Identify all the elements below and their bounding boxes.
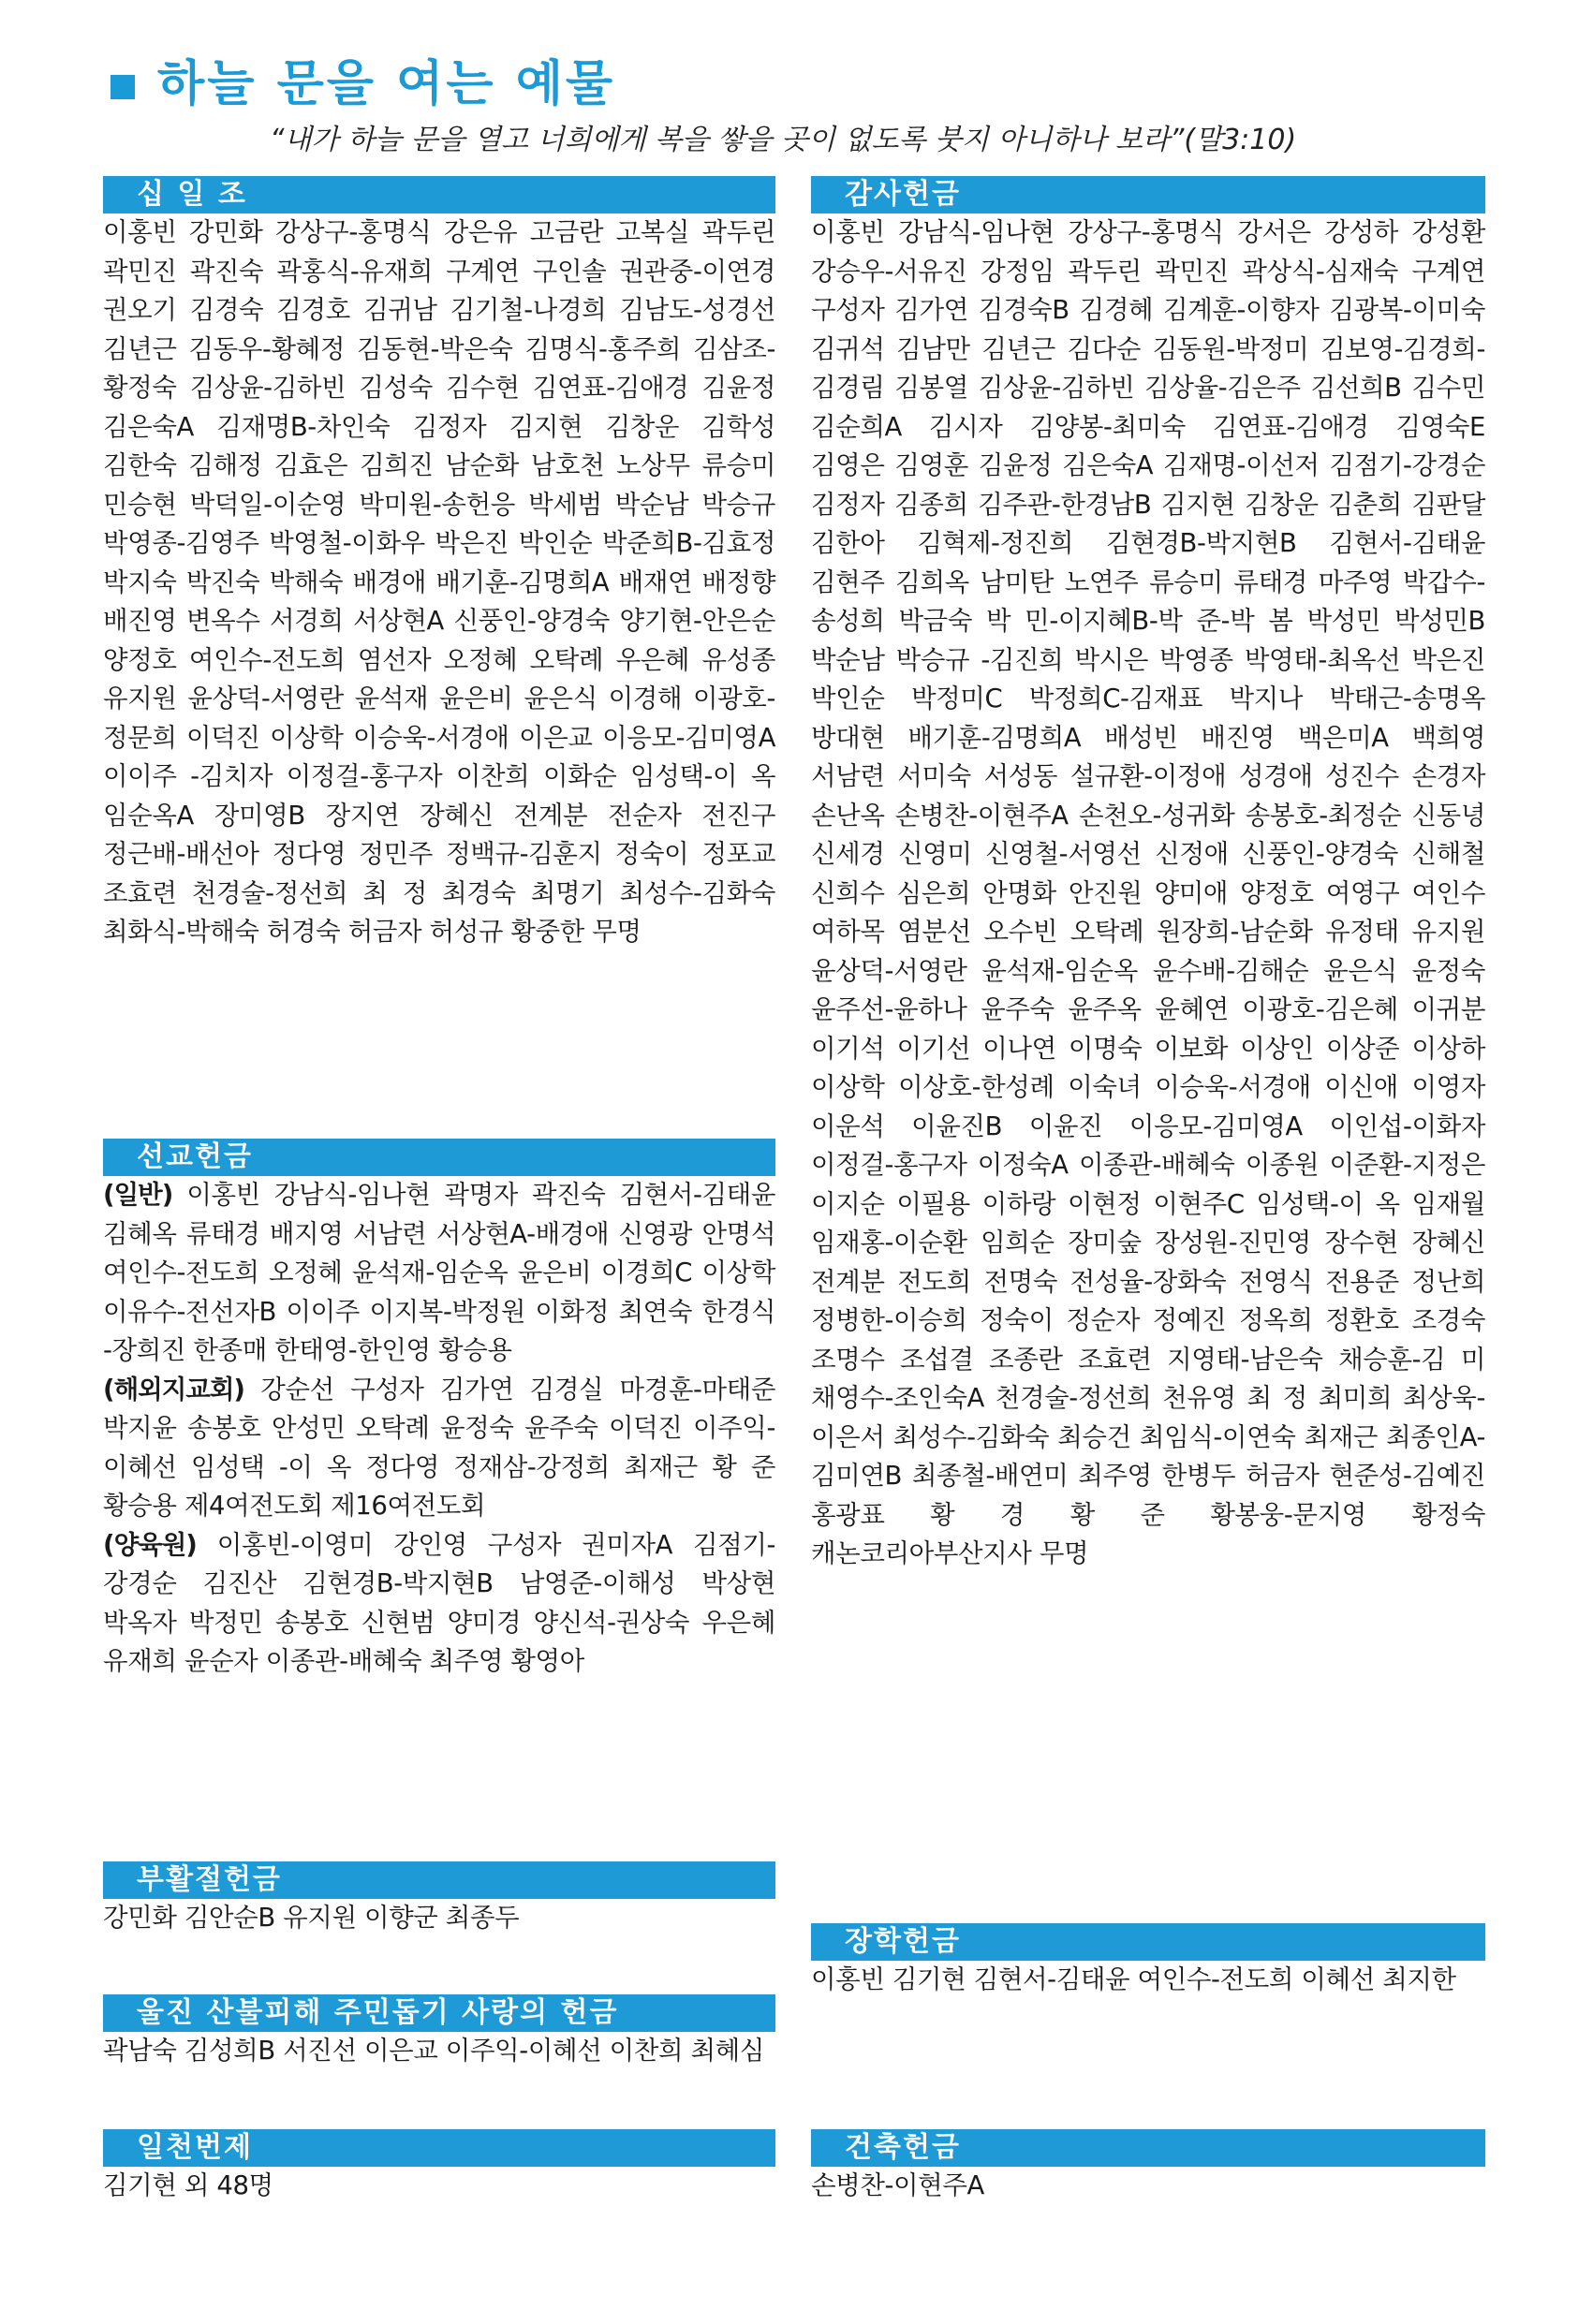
section-body: 김기현 외 48명	[103, 2170, 273, 2200]
section-title: 감사헌금	[845, 178, 961, 211]
section-scholarship	[811, 1923, 1485, 2000]
category-tag: (일반)	[103, 1180, 173, 1210]
mission-paragraph-general	[103, 1176, 775, 1371]
section-title: 부활절헌금	[137, 1863, 282, 1896]
section-header-scholarship	[811, 1923, 1485, 1961]
section-header-thanks	[811, 176, 1485, 213]
section-thanks	[811, 176, 1485, 1574]
page-title: 하늘 문을 여는 예물	[157, 56, 616, 112]
donor-names: 강순선 구성자 김가연 김경실 마경훈-마태준 박지윤 송봉호 안성민 오탁례 윤정숙 윤주숙 이덕진 이주익-이혜선 임성택 -이 옥 정다영 정재삼-강정희 최재근 황 준 황승용 제4여전도회 제16여전도회	[103, 1374, 776, 1521]
section-easter	[103, 1861, 775, 1938]
page-header	[111, 56, 1497, 156]
donor-names: 이홍빈 강남식-임나현 곽명자 곽진숙 김현서-김태윤 김혜옥 류태경 배지영 서남련 서상현A-배경애 신영광 안명석 여인수-전도희 오정혜 윤석재-임순옥 윤은비 이경희C 이상학 이유수-전선자B 이이주 이지복-박정원 이화정 최연숙 한경식 -장희진 한종매 한태영-한인영 황승용	[103, 1180, 775, 1365]
section-body	[103, 1176, 775, 1682]
title-row	[111, 56, 1497, 112]
section-title: 십 일 조	[137, 178, 247, 211]
section-title: 일천번제	[137, 2131, 253, 2164]
section-header-mission	[103, 1139, 775, 1176]
section-body: 이홍빈 김기현 김현서-김태윤 여인수-전도희 이혜선 최지한	[811, 1964, 1456, 1994]
section-header-easter	[103, 1861, 775, 1899]
section-mission	[103, 1139, 775, 1682]
section-title: 건축헌금	[845, 2131, 961, 2164]
section-body: 강민화 김안순B 유지원 이향군 최종두	[103, 1903, 520, 1933]
section-header-ilcheon	[103, 2129, 775, 2167]
section-tithe	[103, 176, 775, 952]
section-title: 장학헌금	[845, 1925, 961, 1958]
page-subtitle: “내가 하늘 문을 열고 너희에게 복을 쌓을 곳이 없도록 붓지 아니하나 보라”(말3:10)	[270, 124, 1297, 156]
donor-names: 이홍빈-이영미 강인영 구성자 권미자A 김점기-강경순 김진산 김현경B-박지현B 남영준-이해성 박상현 박옥자 박정민 송봉호 신현범 양미경 양신석-권상숙 우은혜 유재희 윤순자 이종관-배혜숙 최주영 황영아	[103, 1529, 776, 1676]
section-body: 이홍빈 강민화 강상구-홍명식 강은유 고금란 고복실 곽두린 곽민진 곽진숙 곽홍식-유재희 구계연 구인솔 권관중-이연경 권오기 김경숙 김경호 김귀남 김기철-나경희 김남도-성경선 김년근 김동우-황혜정 김동현-박은숙 김명식-홍주희 김삼조-황정숙 김상윤-김하빈 김성숙 김수현 김연표-김애경 김윤정 김은숙A 김재명B-차인숙 김정자 김지현 김창운 김학성 김한숙 김해정 김효은 김희진 남순화 남호천 노상무 류승미 민승현 박덕일-이순영 박미원-송헌응 박세범 박순남 박승규 박영종-김영주 박영철-이화우 박은진 박인순 박준희B-김효정 박지숙 박진숙 박해숙 배경애 배기훈-김명희A 배재연 배정향 배진영 변옥수 서경희 서상현A 신풍인-양경숙 양기현-안은순 양정호 여인수-전도희 염선자 오정혜 오탁례 우은혜 유성종 유지원 윤상덕-서영란 윤석재 윤은비 윤은식 이경해 이광호-정문희 이덕진 이상학 이승욱-서경애 이은교 이응모-김미영A 이이주 -김치자 이정걸-홍구자 이찬희 이화순 임성택-이 옥 임순옥A 장미영B 장지연 장혜신 전계분 전순자 전진구 정근배-배선아 정다영 정민주 정백규-김훈지 정숙이 정포교 조효련 천경술-정선희 최 정 최경숙 최명기 최성수-김화숙 최화식-박해숙 허경숙 허금자 허성규 황중한 무명	[103, 217, 775, 947]
mission-paragraph-overseas	[103, 1371, 775, 1526]
square-bullet-icon	[111, 75, 135, 99]
section-header-building	[811, 2129, 1485, 2167]
category-tag: (양육원)	[103, 1529, 197, 1560]
section-title: 울진 산불피해 주민돕기 사랑의 헌금	[137, 1996, 619, 2029]
section-body: 이홍빈 강남식-임나현 강상구-홍명식 강서은 강성하 강성환 강승우-서유진 강정임 곽두린 곽민진 곽상식-심재숙 구계연 구성자 김가연 김경숙B 김경혜 김계훈-이향자 김광복-이미숙 김귀석 김남만 김년근 김다순 김동원-박정미 김보영-김경희-김경림 김봉열 김상윤-김하빈 김상율-김은주 김선희B 김수민 김순희A 김시자 김양봉-최미숙 김연표-김애경 김영숙E 김영은 김영훈 김윤정 김은숙A 김재명-이선저 김점기-강경순 김정자 김종희 김주관-한경남B 김지현 김창운 김춘희 김판달 김한아 김혁제-정진희 김현경B-박지현B 김현서-김태윤 김현주 김희옥 남미탄 노연주 류승미 류태경 마주영 박갑수-송성희 박금숙 박 민-이지혜B-박 준-박 봄 박성민 박성민B 박순남 박승규 -김진희 박시은 박영종 박영태-최옥선 박은진 박인순 박정미C 박정희C-김재표 박지나 박태근-송명옥 방대현 배기훈-김명희A 배성빈 배진영 백은미A 백희영 서남련 서미숙 서성동 설규환-이정애 성경애 성진수 손경자 손난옥 손병찬-이현주A 손천오-성귀화 송봉호-최정순 신동녕 신세경 신영미 신영철-서영선 신정애 신풍인-양경숙 신해철 신희수 심은희 안명화 안진원 양미애 양정호 여영구 여인수 여하목 염분선 오수빈 오탁례 원장희-남순화 유정태 유지원 윤상덕-서영란 윤석재-임순옥 윤수배-김해순 윤은식 윤정숙 윤주선-윤하나 윤주숙 윤주옥 윤혜연 이광호-김은혜 이귀분 이기석 이기선 이나연 이명숙 이보화 이상인 이상준 이상하 이상학 이상호-한성례 이숙녀 이승욱-서경애 이신애 이영자 이운석 이윤진B 이윤진 이응모-김미영A 이인섭-이화자 이정걸-홍구자 이정숙A 이종관-배혜숙 이종원 이준환-지정은 이지순 이필용 이하랑 이현정 이현주C 임성택-이 옥 임재월 임재홍-이순환 임희순 장미숲 장성원-진민영 장수현 장혜신 전계분 전도희 전명숙 전성율-장화숙 전영식 전용준 정난희 정병한-이승희 정숙이 정순자 정예진 정옥희 정환호 조경숙 조명수 조섭결 조종란 조효련 지영태-남은숙 채승훈-김 미 채영수-조인숙A 천경술-정선희 천유영 최 정 최미희 최상욱-이은서 최성수-김화숙 최승건 최임식-이연숙 최재근 최종인A-김미연B 최종철-배연미 최주영 한병두 허금자 현준성-김예진 홍광표 황 경 황 준 황봉웅-문지영 황정숙 캐논코리아부산지사 무명	[811, 217, 1485, 1568]
section-title: 선교헌금	[137, 1140, 253, 1173]
section-body: 곽남숙 김성희B 서진선 이은교 이주익-이혜선 이찬희 최혜심	[103, 2036, 764, 2066]
category-tag: (해외지교회)	[103, 1374, 244, 1405]
section-body: 손병찬-이현주A	[811, 2170, 984, 2200]
mission-paragraph-nurture	[103, 1526, 775, 1682]
section-uljin	[103, 1994, 775, 2071]
section-ilcheon	[103, 2129, 775, 2206]
section-header-tithe	[103, 176, 775, 213]
section-header-uljin	[103, 1994, 775, 2032]
section-building	[811, 2129, 1485, 2206]
